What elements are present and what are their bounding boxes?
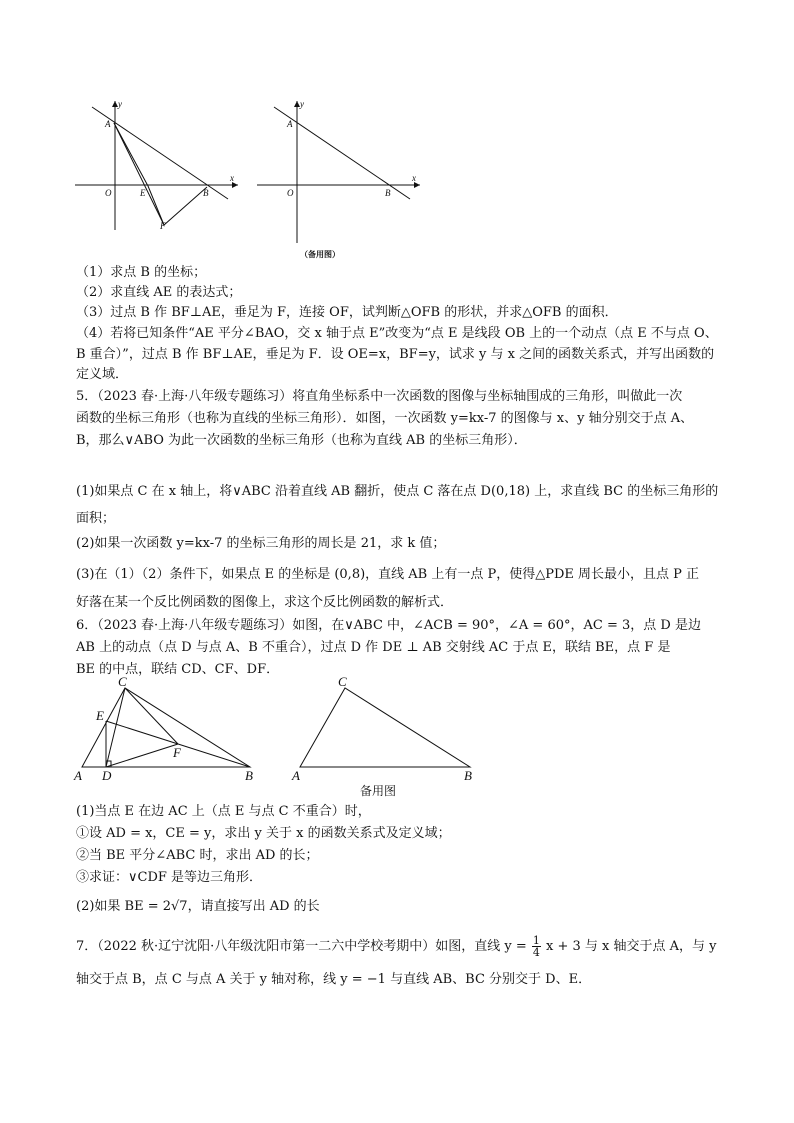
q5-sub-1-line-1: (1)如果点 C 在 x 轴上，将∨ABC 沿着直线 AB 翻折，使点 C 落在点 D(0,18) 上，求直线 BC 的坐标三角形的 xyxy=(76,484,719,499)
figure-1 xyxy=(70,95,245,235)
fig2-label-o: O xyxy=(287,188,294,198)
fig2-label-x: x xyxy=(412,173,416,183)
fig3-label-f: F xyxy=(173,745,181,760)
fig2-caption: （备用图） xyxy=(300,250,340,259)
q4-part-4-line-3: 定义域． xyxy=(76,367,129,382)
q5-sub-3-line-1: (3)在（1）（2）条件下，如果点 E 的坐标是 (0,8)，直线 AB 上有一点 P，使得△PDE 周长最小，且点 P 正 xyxy=(76,567,700,582)
q5-stem-line-1: 5．（2023 春·上海·八年级专题练习）将直角坐标系中一次函数的图像与坐标轴围成的三角形，叫做此一次 xyxy=(76,389,683,404)
q5-sub-3-line-2: 好落在某一个反比例函数的图像上，求这个反比例函数的解析式． xyxy=(76,595,454,610)
figure-2 xyxy=(252,95,427,263)
fig2-label-y: y xyxy=(300,99,304,109)
figure-3 xyxy=(72,676,267,786)
q4-part-4-line-1: （4）若将已知条件“AE 平分∠BAO，交 x 轴于点 E”改变为“点 E 是线段 OB 上的一个动点（点 E 不与点 O、 xyxy=(76,326,718,341)
q7-stem-line-1 xyxy=(76,935,717,958)
fig4-label-c: C xyxy=(338,676,347,689)
q7-stem-line-2: 轴交于点 B，点 C 与点 A 关于 y 轴对称，线 y = −1 与直线 AB、BC 分别交于 D、E． xyxy=(76,972,592,987)
q7-text-a: 7．（2022 秋·辽宁沈阳·八年级沈阳市第一二六中学校考期中）如图，直线 y = xyxy=(76,939,531,954)
q6-item-3: ③求证：∨CDF 是等边三角形． xyxy=(76,870,263,885)
q6-stem-line-2: AB 上的动点（点 D 与点 A、B 不重合），过点 D 作 DE ⊥ AB 交射线 AC 于点 E，联结 BE，点 F 是 xyxy=(76,640,671,655)
fig1-label-o: O xyxy=(105,188,112,198)
q5-stem-line-2: 函数的坐标三角形（也称为直线的坐标三角形）．如图，一次函数 y=kx-7 的图像与 x、y 轴分别交于点 A、 xyxy=(76,411,694,426)
q4-part-1: （1）求点 B 的坐标； xyxy=(76,265,207,280)
fig3-label-a: A xyxy=(74,768,82,783)
fig1-label-a: A xyxy=(105,119,111,129)
fraction-denominator: 4 xyxy=(532,946,540,959)
q4-part-3: （3）过点 B 作 BF⊥AE，垂足为 F，连接 OF，试判断△OFB 的形状，并求△OFB 的面积． xyxy=(76,305,618,320)
q4-part-4-line-2: B 重合）”，过点 B 作 BF⊥AE，垂足为 F．设 OE=x，BF=y，试求 y 与 x 之间的函数关系式，并写出函数的 xyxy=(76,347,715,362)
q6-stem-line-1: 6．（2023 春·上海·八年级专题练习）如图，在∨ABC 中，∠ACB = 90°，∠A = 60°，AC = 3，点 D 是边 xyxy=(76,618,701,633)
fig2-label-b: B xyxy=(385,188,391,198)
fig3-label-d: D xyxy=(102,768,112,783)
fig4-label-a: A xyxy=(292,768,300,783)
q6-sub-2: (2)如果 BE = 2√7，请直接写出 AD 的长 xyxy=(76,899,320,914)
fig4-label-b: B xyxy=(464,768,472,783)
figure-4 xyxy=(288,676,483,801)
fig3-label-c: C xyxy=(118,676,127,689)
fig4-caption: 备用图 xyxy=(360,784,397,798)
q7-text-b: x + 3 与 x 轴交于点 A，与 y xyxy=(546,939,717,954)
q6-stem-line-3: BE 的中点，联结 CD、CF、DF． xyxy=(76,662,280,677)
fig1-label-f: F xyxy=(160,221,166,231)
fig1-label-y: y xyxy=(118,99,122,109)
q5-sub-2: (2)如果一次函数 y=kx-7 的坐标三角形的周长是 21，求 k 值； xyxy=(76,536,446,551)
q6-sub-1: (1)当点 E 在边 AC 上（点 E 与点 C 不重合）时， xyxy=(76,804,371,819)
fraction-one-quarter xyxy=(532,935,541,958)
fig1-label-b: B xyxy=(203,188,209,198)
fig2-label-a: A xyxy=(287,119,293,129)
q5-sub-1-line-2: 面积； xyxy=(76,511,116,526)
fig1-label-e: E xyxy=(140,188,146,198)
fig3-label-e: E xyxy=(96,708,104,723)
q4-part-2: （2）求直线 AE 的表达式； xyxy=(76,285,242,300)
q5-stem-line-3: B，那么∨ABO 为此一次函数的坐标三角形（也称为直线 AB 的坐标三角形）． xyxy=(76,433,527,448)
fraction-numerator: 1 xyxy=(532,934,540,947)
q6-item-1: ①设 AD = x，CE = y，求出 y 关于 x 的函数关系式及定义域； xyxy=(76,826,451,841)
fig1-label-x: x xyxy=(230,173,234,183)
fig3-label-b: B xyxy=(245,768,253,783)
q6-item-2: ②当 BE 平分∠ABC 时，求出 AD 的长； xyxy=(76,848,319,863)
